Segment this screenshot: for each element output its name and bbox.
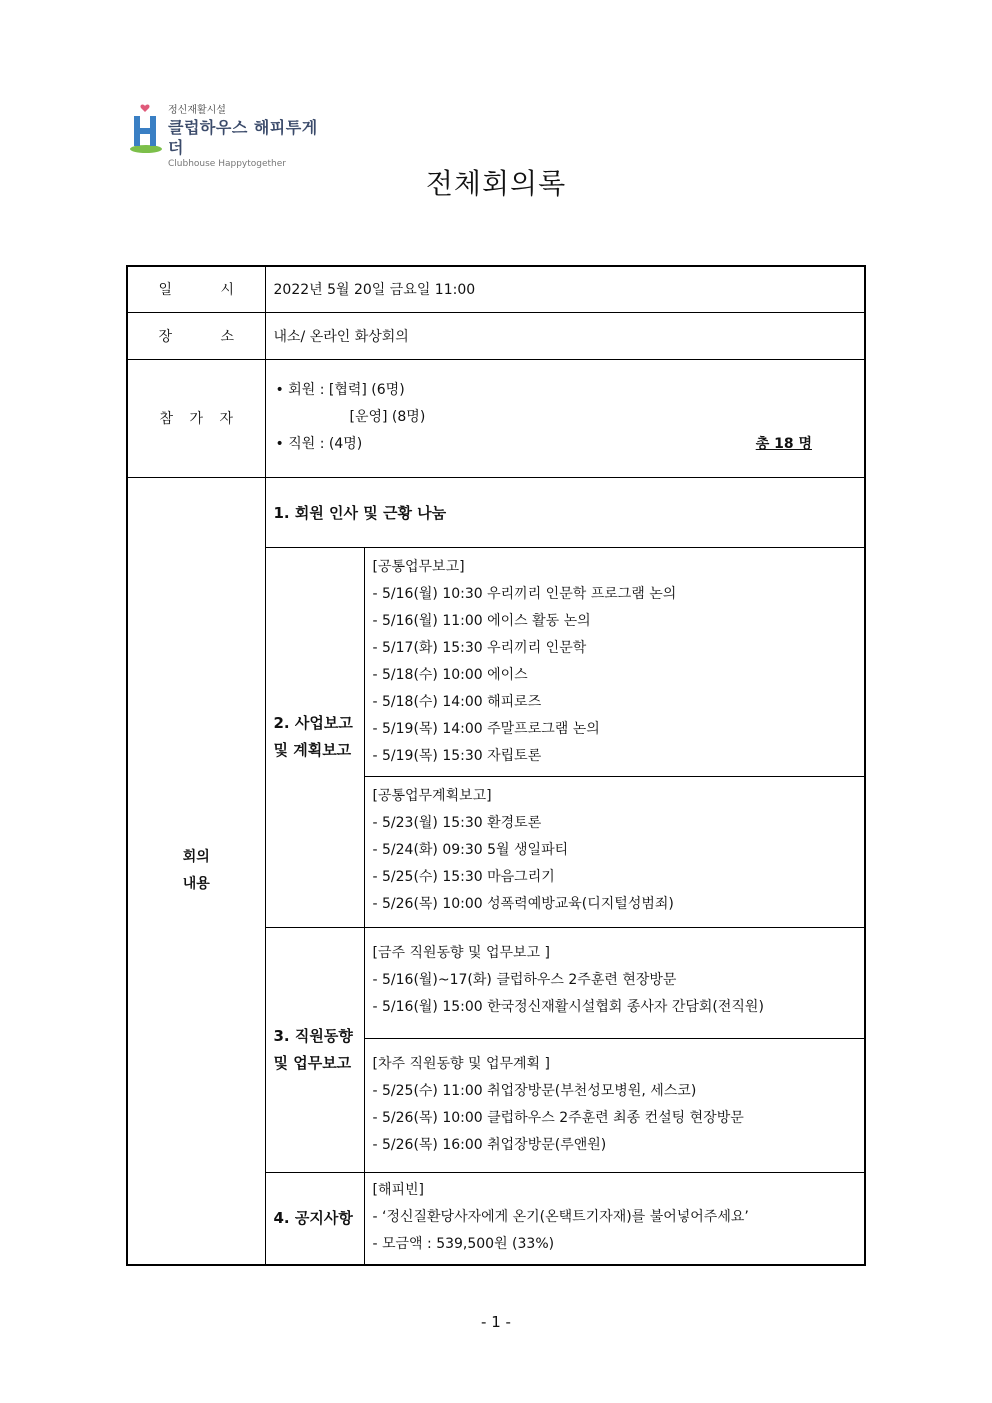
row-place [127, 312, 865, 359]
notice-title: [해피빈] [372, 1181, 424, 1198]
org-name: 클럽하우스 해피투게더 [168, 118, 318, 157]
notice-item: - 모금액 : 539,500원 (33%) [372, 1235, 555, 1252]
plan-item: - 5/24(화) 09:30 5월 생일파티 [372, 841, 569, 858]
next-week-block [364, 1038, 865, 1172]
org-logo [128, 104, 328, 169]
section-3-label-line2: 및 업무보고 [273, 1053, 352, 1072]
org-english-name: Clubhouse Happytogether [168, 159, 286, 169]
notice-block [364, 1172, 865, 1265]
member-operation-line: [운영] (8명) [349, 408, 426, 425]
page-number: - 1 - [481, 1313, 511, 1331]
common-report-title: [공통업무보고] [372, 558, 465, 575]
row-section-1 [127, 477, 865, 547]
place-label: 장 소 [127, 312, 265, 359]
section-1-title: 1. 회원 인사 및 근황 나눔 [265, 477, 865, 547]
member-line: • 회원 : [협력] (6명) [275, 381, 405, 398]
section-3-label-line1: 3. 직원동향 [273, 1026, 353, 1045]
next-week-title: [차주 직원동향 및 업무계획 ] [372, 1055, 550, 1072]
clubhouse-h-logo-icon [128, 104, 164, 154]
this-week-item: - 5/16(월)~17(화) 클럽하우스 2주훈련 현장방문 [372, 971, 677, 988]
meeting-content-label: 회의 내용 [127, 477, 265, 1265]
section-3-label [265, 927, 364, 1172]
datetime-label: 일 시 [127, 266, 265, 312]
common-plan-block [364, 776, 865, 927]
report-item: - 5/19(목) 15:30 자립토론 [372, 747, 542, 764]
row-attendees [127, 359, 865, 477]
section-4-label: 4. 공지사항 [265, 1172, 364, 1265]
plan-item: - 5/23(월) 15:30 환경토론 [372, 814, 542, 831]
attendees-value [265, 359, 865, 477]
common-report-block [364, 547, 865, 776]
section-2-label-line1: 2. 사업보고 [273, 714, 353, 732]
datetime-value: 2022년 5월 20일 금요일 11:00 [265, 266, 865, 312]
place-value: 내소/ 온라인 화상회의 [265, 312, 865, 359]
plan-item: - 5/26(목) 10:00 성폭력예방교육(디지털성범죄) [372, 895, 674, 912]
minutes-table [126, 265, 866, 1266]
attendee-total: 총 18 명 [755, 435, 812, 452]
next-week-item: - 5/25(수) 11:00 취업장방문(부천성모병원, 세스코) [372, 1082, 697, 1099]
notice-item: - ‘정신질환당사자에게 온기(온택트기자재)를 불어넣어주세요’ [372, 1208, 749, 1225]
report-item: - 5/18(수) 10:00 에이스 [372, 666, 528, 683]
report-item: - 5/19(목) 14:00 주말프로그램 논의 [372, 720, 600, 737]
section-2-label [265, 547, 364, 927]
this-week-block [364, 927, 865, 1038]
org-subtitle: 정신재활시설 [168, 105, 226, 116]
document-title: 전체회의록 [425, 167, 567, 200]
report-item: - 5/16(월) 11:00 에이스 활동 논의 [372, 612, 591, 629]
next-week-item: - 5/26(목) 16:00 취업장방문(루앤원) [372, 1136, 607, 1153]
next-week-item: - 5/26(목) 10:00 클럽하우스 2주훈련 최종 컨설팅 현장방문 [372, 1109, 744, 1126]
report-item: - 5/16(월) 10:30 우리끼리 인문학 프로그램 논의 [372, 585, 677, 602]
attendees-label: 참 가 자 [127, 359, 265, 477]
report-item: - 5/17(화) 15:30 우리끼리 인문학 [372, 639, 587, 656]
this-week-item: - 5/16(월) 15:00 한국정신재활시설협회 종사자 간담회(전직원) [372, 998, 764, 1015]
common-plan-title: [공통업무계획보고] [372, 787, 492, 804]
report-item: - 5/18(수) 14:00 해피로즈 [372, 693, 542, 710]
plan-item: - 5/25(수) 15:30 마음그리기 [372, 868, 555, 885]
section-2-label-line2: 및 계획보고 [273, 741, 352, 759]
row-datetime [127, 266, 865, 312]
this-week-title: [금주 직원동향 및 업무보고 ] [372, 944, 550, 961]
staff-line-wrap [276, 431, 857, 458]
staff-line: • 직원 : (4명) [275, 435, 363, 452]
